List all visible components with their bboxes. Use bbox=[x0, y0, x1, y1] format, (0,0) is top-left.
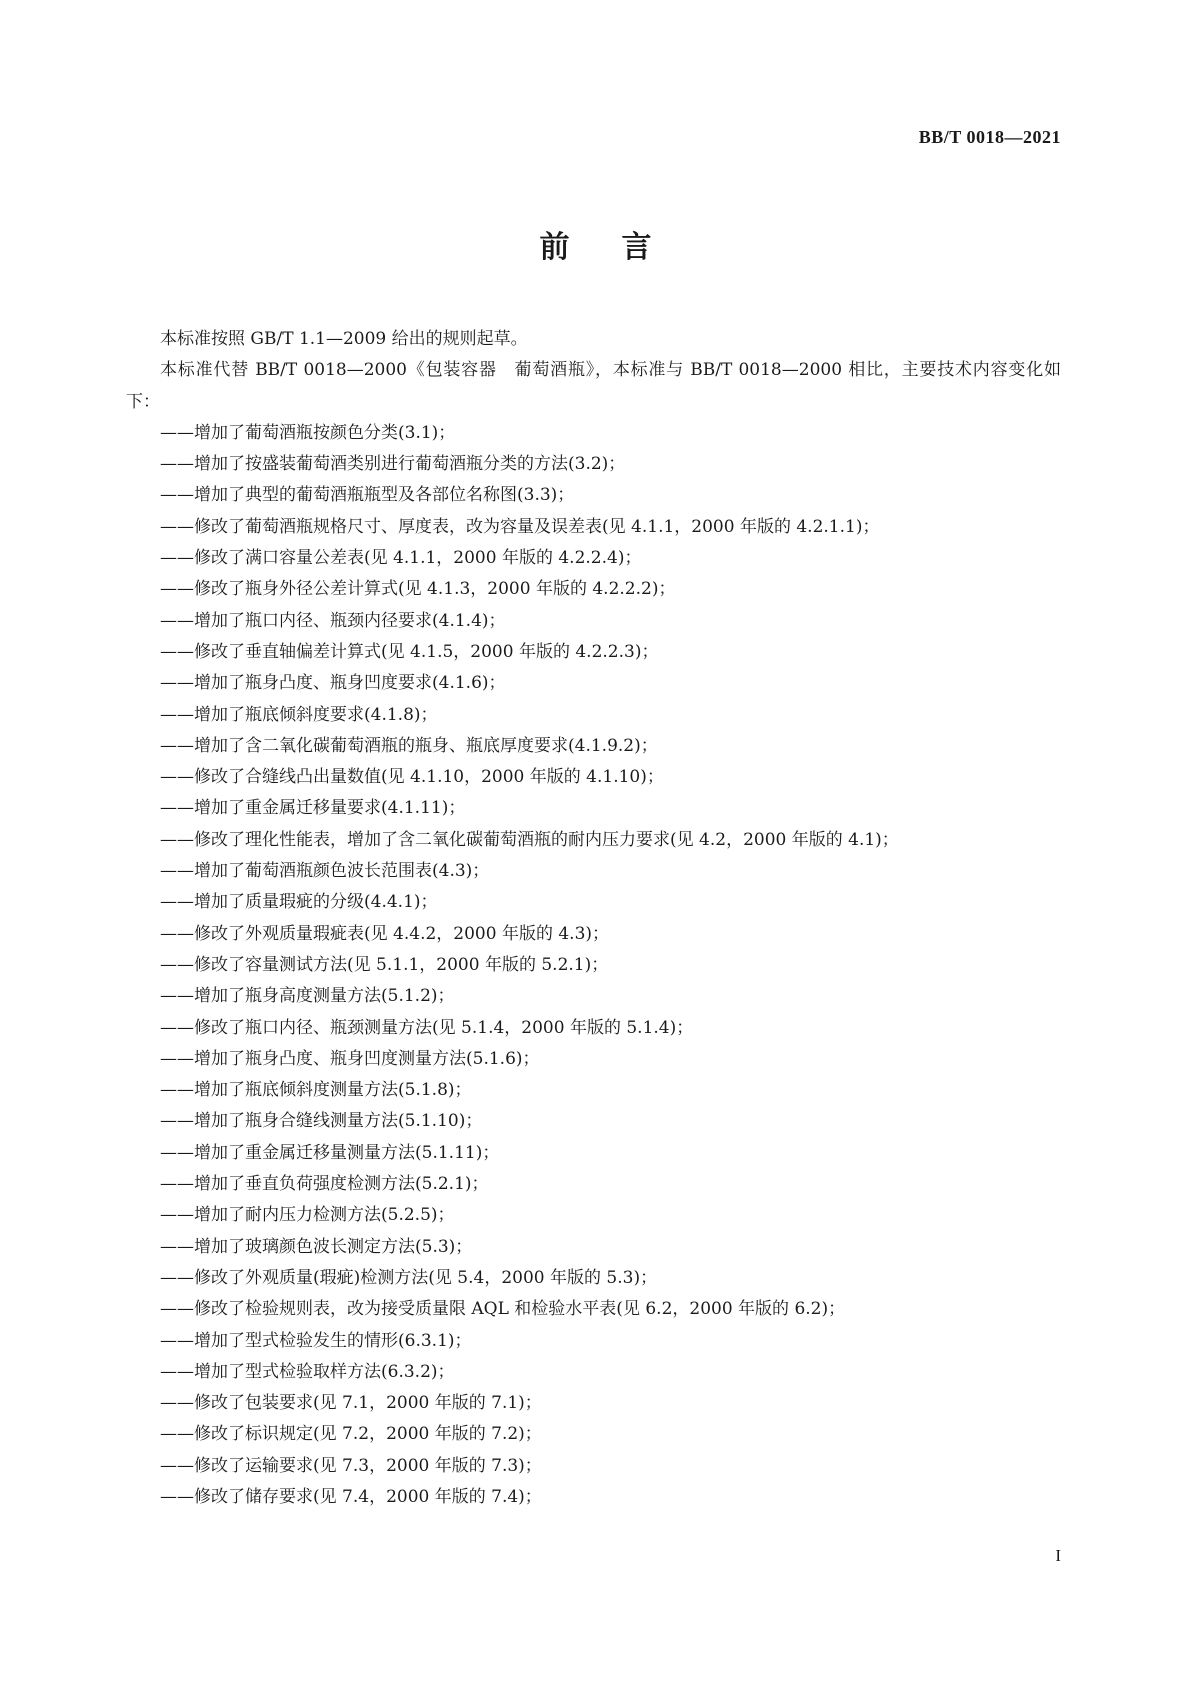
change-item: ——增加了重金属迁移量测量方法(5.1.11)； bbox=[160, 1142, 500, 1163]
change-item: ——增加了葡萄酒瓶颜色波长范围表(4.3)； bbox=[160, 861, 490, 882]
change-item: ——增加了质量瑕疵的分级(4.4.1)； bbox=[160, 892, 438, 913]
change-item: ——增加了型式检验发生的情形(6.3.1)； bbox=[160, 1330, 472, 1351]
change-item: ——增加了玻璃颜色波长测定方法(5.3)； bbox=[160, 1236, 473, 1257]
change-item: ——修改了容量测试方法(见 5.1.1，2000 年版的 5.2.1)； bbox=[160, 954, 609, 975]
change-item: ——增加了瓶身凸度、瓶身凹度要求(4.1.6)； bbox=[160, 673, 506, 694]
change-item: ——修改了检验规则表，改为接受质量限 AQL 和检验水平表(见 6.2，2000 年版的 6.2)； bbox=[160, 1299, 846, 1320]
drafting-rule-paragraph: 本标准按照 GB/T 1.1—2009 给出的规则起草。 bbox=[160, 329, 528, 349]
change-item: ——修改了满口容量公差表(见 4.1.1，2000 年版的 4.2.2.4)； bbox=[160, 548, 642, 569]
page-number: I bbox=[1055, 1546, 1061, 1565]
change-item: ——增加了典型的葡萄酒瓶瓶型及各部位名称图(3.3)； bbox=[160, 485, 575, 506]
change-item: ——修改了包装要求(见 7.1，2000 年版的 7.1)； bbox=[160, 1393, 542, 1414]
change-item: ——修改了瓶口内径、瓶颈测量方法(见 5.1.4，2000 年版的 5.1.4)； bbox=[160, 1017, 694, 1038]
change-item: ——修改了葡萄酒瓶规格尺寸、厚度表，改为容量及误差表(见 4.1.1，2000 年版的 4.2.1.1)； bbox=[160, 516, 880, 537]
change-item: ——增加了含二氧化碳葡萄酒瓶的瓶身、瓶底厚度要求(4.1.9.2)； bbox=[160, 735, 658, 756]
change-item: ——增加了瓶底倾斜度测量方法(5.1.8)； bbox=[160, 1080, 472, 1101]
change-item: ——修改了垂直轴偏差计算式(见 4.1.5，2000 年版的 4.2.2.3)； bbox=[160, 641, 659, 662]
change-item: ——增加了型式检验取样方法(6.3.2)； bbox=[160, 1361, 455, 1382]
page-title: 前言 bbox=[539, 230, 704, 265]
change-item: ——增加了耐内压力检测方法(5.2.5)； bbox=[160, 1205, 455, 1226]
change-item: ——增加了垂直负荷强度检测方法(5.2.1)； bbox=[160, 1174, 489, 1195]
change-item: ——增加了瓶底倾斜度要求(4.1.8)； bbox=[160, 704, 438, 725]
change-item: ——增加了葡萄酒瓶按颜色分类(3.1)； bbox=[160, 422, 456, 443]
change-item: ——修改了标识规定(见 7.2，2000 年版的 7.2)； bbox=[160, 1424, 542, 1445]
standard-code: BB/T 0018—2021 bbox=[918, 127, 1061, 147]
change-item: ——修改了合缝线凸出量数值(见 4.1.10，2000 年版的 4.1.10)； bbox=[160, 767, 664, 788]
change-list bbox=[126, 418, 1061, 1513]
change-item: ——修改了外观质量瑕疵表(见 4.4.2，2000 年版的 4.3)； bbox=[160, 923, 610, 944]
change-item: ——增加了按盛装葡萄酒类别进行葡萄酒瓶分类的方法(3.2)； bbox=[160, 454, 626, 475]
replacement-paragraph: 本标准代替 BB/T 0018—2000《包装容器 葡萄酒瓶》，本标准与 BB/T 0018—2000 相比，主要技术内容变化如下： bbox=[126, 360, 1061, 412]
change-item: ——修改了瓶身外径公差计算式(见 4.1.3，2000 年版的 4.2.2.2)； bbox=[160, 579, 676, 600]
change-item: ——增加了瓶身高度测量方法(5.1.2)； bbox=[160, 986, 455, 1007]
foreword-body bbox=[126, 324, 1061, 1513]
change-item: ——修改了运输要求(见 7.3，2000 年版的 7.3)； bbox=[160, 1455, 542, 1476]
change-item: ——增加了瓶身凸度、瓶身凹度测量方法(5.1.6)； bbox=[160, 1048, 540, 1069]
change-item: ——增加了瓶身合缝线测量方法(5.1.10)； bbox=[160, 1111, 483, 1132]
change-item: ——修改了外观质量(瑕疵)检测方法(见 5.4，2000 年版的 5.3)； bbox=[160, 1267, 658, 1288]
change-item: ——修改了储存要求(见 7.4，2000 年版的 7.4)； bbox=[160, 1486, 542, 1507]
change-item: ——增加了重金属迁移量要求(4.1.11)； bbox=[160, 798, 466, 819]
change-item: ——增加了瓶口内径、瓶颈内径要求(4.1.4)； bbox=[160, 610, 506, 631]
change-item: ——修改了理化性能表，增加了含二氧化碳葡萄酒瓶的耐内压力要求(见 4.2，2000 年版的 4.1)； bbox=[160, 829, 899, 850]
